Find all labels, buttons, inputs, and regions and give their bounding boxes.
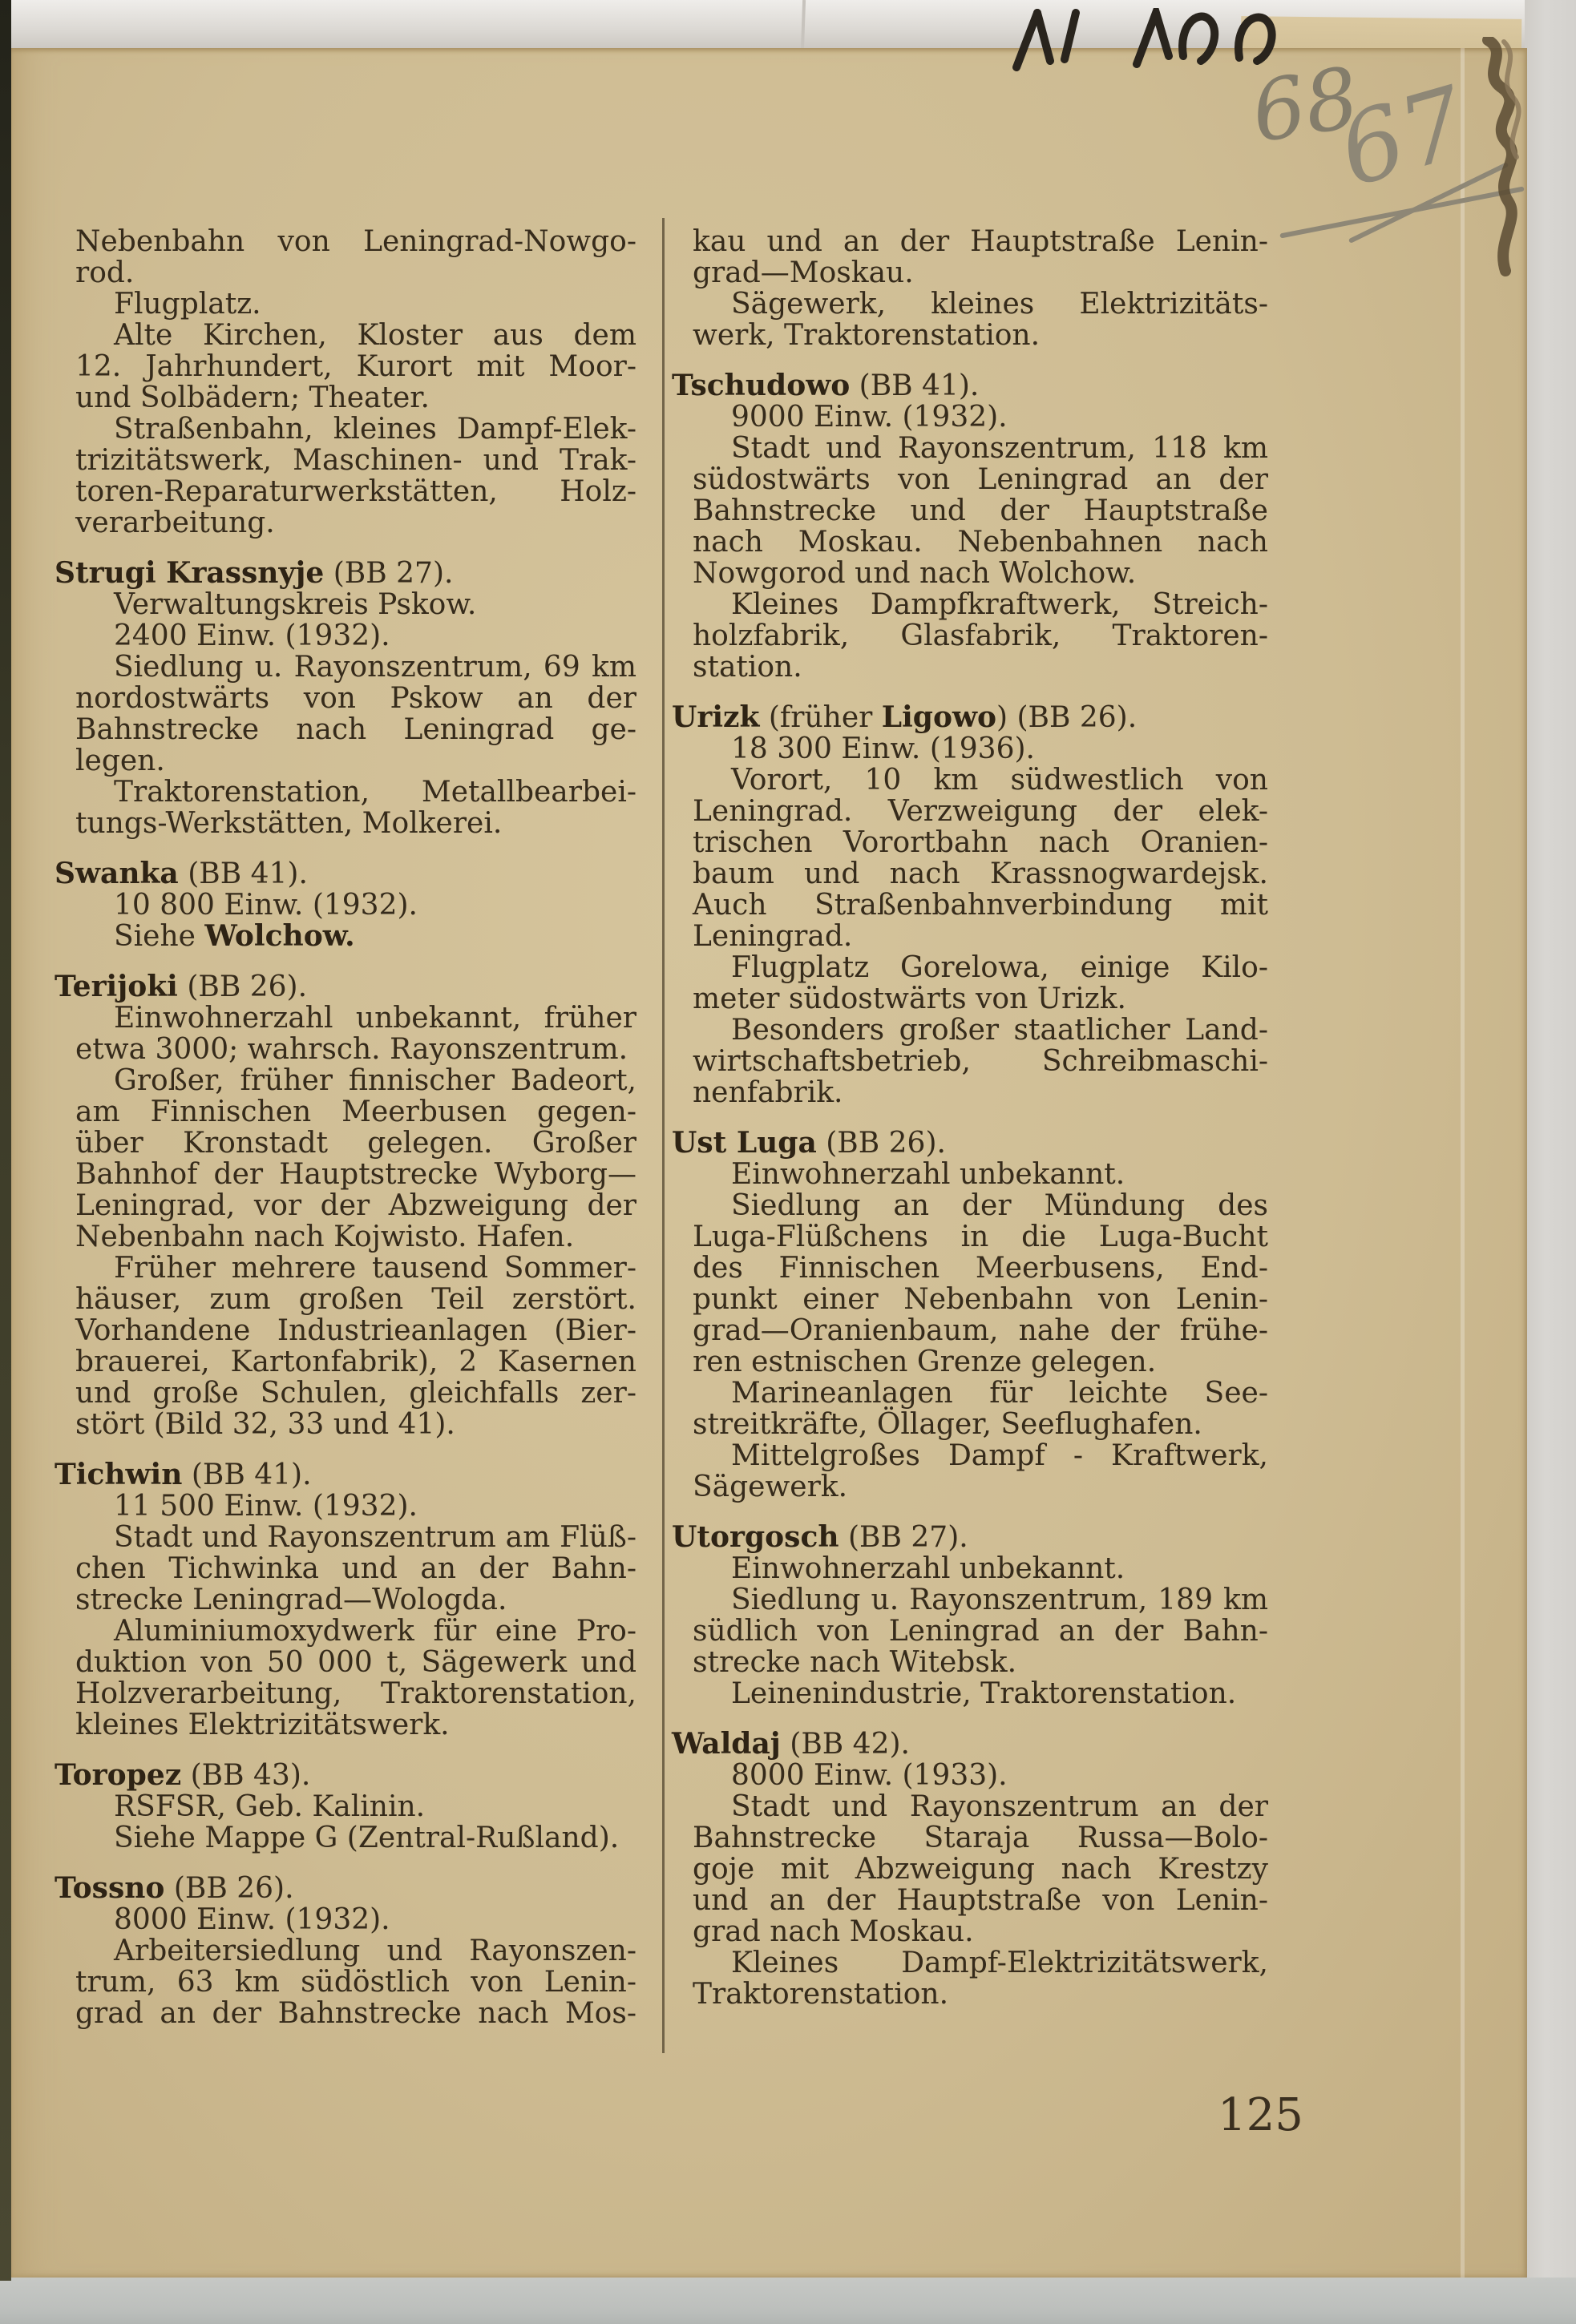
text: chen Tichwinka und an der Bahn-	[75, 1552, 636, 1585]
paragraph	[75, 414, 636, 539]
text-line	[693, 288, 1268, 320]
entry-header	[672, 1727, 1268, 1761]
text-line	[693, 1253, 1268, 1284]
text-line	[693, 320, 1268, 351]
text: strecke nach Witebsk.	[693, 1646, 1017, 1679]
text-line	[75, 1491, 636, 1522]
text: Einwohnerzahl unbekannt.	[731, 1158, 1125, 1191]
text: legen.	[75, 744, 165, 777]
text-line	[75, 1409, 636, 1440]
text-line	[693, 401, 1268, 433]
text-line	[693, 1647, 1268, 1678]
entry-header	[55, 1871, 636, 1905]
paragraph	[693, 1760, 1268, 1791]
text: (BB 41).	[178, 857, 308, 890]
text: Nebenbahn nach Kojwisto. Hafen.	[75, 1221, 575, 1253]
scan-background-bottom	[0, 2278, 1576, 2324]
paragraph	[693, 401, 1268, 433]
text: Straßenbahn, kleines Dampf-Elek-	[114, 413, 636, 446]
paragraph	[693, 952, 1268, 1015]
bold-text: Toropez	[55, 1758, 182, 1792]
scan-background-right	[1525, 0, 1576, 2324]
text-line	[75, 414, 636, 445]
text-line	[75, 1678, 636, 1709]
paragraph	[75, 890, 636, 921]
text: (früher	[759, 701, 882, 734]
text-line	[693, 464, 1268, 495]
text: und Solbädern; Theater.	[75, 381, 430, 414]
text-line	[75, 1904, 636, 1935]
text: nach Moskau. Nebenbahnen nach	[693, 526, 1268, 559]
bold-text: Swanka	[55, 857, 179, 890]
text-line	[693, 1791, 1268, 1822]
paragraph	[693, 1791, 1268, 1947]
text: Bahnhof der Hauptstrecke Wyborg—	[75, 1158, 636, 1191]
text: rod.	[75, 256, 135, 289]
text-line	[75, 808, 636, 839]
text-line	[693, 257, 1268, 288]
text-line	[75, 1967, 636, 1998]
text: Flugplatz.	[114, 288, 261, 321]
paragraph	[75, 1003, 636, 1065]
text-line	[75, 921, 636, 952]
text-line	[75, 1935, 636, 1967]
text: häuser, zum großen Teil zerstört.	[75, 1283, 636, 1316]
text-line	[672, 370, 1268, 401]
text-line	[75, 1253, 636, 1284]
text: Traktorenstation, Metallbearbei-	[114, 776, 636, 809]
text: 8000 Einw. (1932).	[114, 1903, 390, 1936]
text-line	[693, 827, 1268, 858]
text: über Kronstadt gelegen. Großer	[75, 1127, 636, 1160]
text: Leningrad, vor der Abzweigung der	[75, 1189, 636, 1222]
text: Großer, früher finnischer Badeort,	[114, 1064, 636, 1097]
text-line	[75, 1065, 636, 1096]
page-number: 125	[1218, 2089, 1303, 2141]
text: 11 500 Einw. (1932).	[114, 1490, 418, 1523]
text: RSFSR, Geb. Kalinin.	[114, 1790, 426, 1823]
text-line	[693, 1760, 1268, 1791]
text-line	[75, 1128, 636, 1159]
text-line	[693, 765, 1268, 796]
paragraph	[75, 589, 636, 620]
text: Luga-Flüßchens in die Luga-Bucht	[693, 1221, 1268, 1253]
text: Verwaltungskreis Pskow.	[114, 588, 477, 621]
paragraph	[75, 226, 636, 288]
text-line	[693, 921, 1268, 952]
text: Mittelgroßes Dampf - Kraftwerk,	[731, 1439, 1268, 1472]
text: station.	[693, 651, 802, 684]
text: Einwohnerzahl unbekannt, früher	[114, 1002, 636, 1035]
text: 12. Jahrhundert, Kurort mit Moor-	[75, 350, 636, 383]
text-line	[693, 1409, 1268, 1440]
text-line	[672, 702, 1268, 733]
text-line	[693, 1190, 1268, 1221]
text-line	[693, 1378, 1268, 1409]
text-line	[75, 476, 636, 507]
paragraph	[75, 1491, 636, 1522]
text-line	[55, 1873, 636, 1904]
text: kau und an der Hauptstraße Lenin-	[693, 225, 1268, 258]
paragraph	[75, 1904, 636, 1935]
text-line	[55, 858, 636, 890]
text-line	[75, 1553, 636, 1584]
text: (BB 27).	[324, 557, 454, 590]
entry-header	[672, 369, 1268, 402]
text: (BB 43).	[181, 1759, 311, 1792]
text: trum, 63 km südöstlich von Lenin-	[75, 1966, 636, 1999]
paragraph	[693, 1159, 1268, 1190]
bold-text: Utorgosch	[672, 1520, 839, 1554]
text-line	[75, 1034, 636, 1065]
paragraph	[75, 1616, 636, 1741]
text: tungs-Werkstätten, Molkerei.	[75, 807, 503, 840]
entry-header	[55, 556, 636, 590]
text: duktion von 50 000 t, Sägewerk und	[75, 1646, 636, 1679]
text: Vorort, 10 km südwestlich von	[731, 764, 1268, 797]
pencil-annotation-crossed-out: 67	[1327, 65, 1478, 209]
text: Leinenindustrie, Traktorenstation.	[731, 1677, 1237, 1710]
text-line	[693, 495, 1268, 527]
text: (BB 27).	[839, 1521, 968, 1554]
paragraph	[693, 765, 1268, 952]
text-line	[693, 1979, 1268, 2010]
text: ) (BB 26).	[996, 701, 1138, 734]
bold-text: Wolchow.	[204, 919, 355, 953]
paragraph	[693, 433, 1268, 589]
paragraph	[75, 1791, 636, 1822]
entry-header	[55, 1458, 636, 1491]
paragraph	[693, 226, 1268, 288]
paragraph	[693, 589, 1268, 683]
text: des Finnischen Meerbusens, End-	[693, 1252, 1268, 1285]
text: Bahnstrecke Staraja Russa—Bolo-	[693, 1822, 1268, 1854]
text-line	[693, 1822, 1268, 1854]
text-line	[75, 257, 636, 288]
text: etwa 3000; wahrsch. Rayonszentrum.	[75, 1033, 628, 1066]
text: goje mit Abzweigung nach Krestzy	[693, 1853, 1268, 1886]
paragraph	[693, 1378, 1268, 1440]
entry-header	[672, 1126, 1268, 1160]
text: Arbeitersiedlung und Rayonszen-	[114, 1935, 636, 1967]
paragraph	[75, 1822, 636, 1854]
text-line	[693, 589, 1268, 620]
text-line	[693, 1553, 1268, 1584]
text: kleines Elektrizitätswerk.	[75, 1709, 450, 1741]
paragraph	[693, 1190, 1268, 1378]
text: Nebenbahn von Leningrad-Nowgo-	[75, 225, 636, 258]
text: toren-Reparaturwerkstätten, Holz-	[75, 475, 636, 508]
text-line	[693, 226, 1268, 257]
paragraph	[693, 733, 1268, 765]
text-line	[693, 1854, 1268, 1885]
bold-text: Tschudowo	[672, 369, 851, 402]
text-line	[75, 652, 636, 683]
entry-header	[55, 1758, 636, 1792]
bold-text: Ust Luga	[672, 1126, 817, 1160]
text-line	[75, 1096, 636, 1128]
text: (BB 26).	[177, 970, 308, 1003]
text: Früher mehrere tausend Sommer-	[114, 1252, 636, 1285]
text-line	[693, 1885, 1268, 1916]
text-line	[693, 890, 1268, 921]
text-line	[693, 1440, 1268, 1471]
text-line	[693, 952, 1268, 983]
text-line	[693, 558, 1268, 589]
text-line	[693, 652, 1268, 683]
text-line	[75, 1221, 636, 1253]
bold-text: Terijoki	[55, 970, 178, 1003]
right-text-column	[672, 225, 1268, 2011]
text-line	[75, 1003, 636, 1034]
text-line	[75, 1647, 636, 1678]
text: grad—Oranienbaum, nahe der frühe-	[693, 1314, 1268, 1347]
text: 2400 Einw. (1932).	[114, 619, 390, 652]
text: baum und nach Krassnogwardejsk.	[693, 857, 1268, 890]
text-line	[75, 445, 636, 476]
text: Aluminiumoxydwerk für eine Pro-	[114, 1615, 636, 1648]
text-line	[693, 983, 1268, 1015]
text: grad an der Bahnstrecke nach Mos-	[75, 1997, 636, 2030]
paragraph	[693, 288, 1268, 351]
text: Marineanlagen für leichte See-	[731, 1377, 1268, 1410]
text-line	[55, 971, 636, 1003]
text: und große Schulen, gleichfalls zer-	[75, 1377, 636, 1410]
text-line	[75, 382, 636, 414]
entry-header	[672, 700, 1268, 734]
paragraph	[693, 1678, 1268, 1709]
text-line	[693, 620, 1268, 652]
text-line	[75, 620, 636, 652]
text-line	[75, 1190, 636, 1221]
text: und an der Hauptstraße von Lenin-	[693, 1884, 1268, 1917]
text-line	[693, 1077, 1268, 1108]
text: Siedlung an der Mündung des	[731, 1189, 1268, 1222]
text-line	[672, 1522, 1268, 1553]
text: Bahnstrecke nach Leningrad ge-	[75, 713, 636, 746]
text-line	[693, 1678, 1268, 1709]
text-line	[693, 1616, 1268, 1647]
text-line	[672, 1128, 1268, 1159]
bold-text: Urizk	[672, 700, 760, 734]
torn-page-edge	[1464, 37, 1540, 277]
text-line	[693, 527, 1268, 558]
paragraph	[693, 1947, 1268, 2010]
bold-text: Waldaj	[672, 1727, 781, 1761]
paragraph	[75, 320, 636, 414]
bold-text: Tichwin	[55, 1458, 183, 1491]
text: 9000 Einw. (1932).	[731, 401, 1008, 434]
text-line	[75, 1346, 636, 1378]
paragraph	[693, 1015, 1268, 1108]
text-line	[75, 1284, 636, 1315]
text: Siedlung u. Rayonszentrum, 189 km	[731, 1584, 1268, 1616]
paragraph	[75, 620, 636, 652]
pencil-annotation-current: 68	[1245, 48, 1366, 162]
text-line	[693, 1916, 1268, 1947]
text: (BB 42).	[780, 1728, 910, 1761]
paragraph	[75, 1065, 636, 1253]
text: 8000 Einw. (1933).	[731, 1759, 1008, 1792]
paragraph	[75, 921, 636, 952]
text: Siehe	[114, 920, 205, 953]
text-line	[55, 558, 636, 589]
text: meter südostwärts von Urizk.	[693, 982, 1126, 1015]
text-line	[693, 1346, 1268, 1378]
text-line	[693, 1221, 1268, 1253]
text: wirtschaftsbetrieb, Schreibmaschi-	[693, 1045, 1268, 1078]
text: Traktorenstation.	[693, 1978, 949, 2011]
text-line	[75, 226, 636, 257]
text: Alte Kirchen, Kloster aus dem	[114, 319, 636, 352]
text: Auch Straßenbahnverbindung mit	[693, 889, 1268, 922]
book-page	[11, 48, 1527, 2278]
entry-header	[672, 1520, 1268, 1554]
text: verarbeitung.	[75, 506, 275, 539]
paragraph	[75, 652, 636, 777]
text: trischen Vorortbahn nach Oranien-	[693, 826, 1268, 859]
entry-header	[55, 857, 636, 890]
text-line	[693, 1315, 1268, 1346]
text: (BB 26).	[164, 1872, 294, 1905]
paragraph	[75, 1253, 636, 1440]
text-line	[75, 288, 636, 320]
text: brauerei, Kartonfabrik), 2 Kasernen	[75, 1346, 636, 1378]
text: werk, Traktorenstation.	[693, 319, 1041, 352]
text: Bahnstrecke und der Hauptstraße	[693, 494, 1268, 527]
text: strecke Leningrad—Wologda.	[75, 1584, 507, 1616]
text-line	[75, 777, 636, 808]
text-line	[693, 1046, 1268, 1077]
text-line	[75, 589, 636, 620]
text: grad nach Moskau.	[693, 1915, 974, 1948]
paragraph	[75, 1935, 636, 2029]
column-divider-rule	[662, 218, 665, 2053]
text: Kleines Dampf-Elektrizitätswerk,	[731, 1947, 1268, 1979]
text-line	[693, 1015, 1268, 1046]
text: am Finnischen Meerbusen gegen-	[75, 1095, 636, 1128]
text: streitkräfte, Öllager, Seeflughafen.	[693, 1408, 1202, 1441]
text-line	[693, 433, 1268, 464]
bold-text: Ligowo	[881, 700, 996, 734]
text: trizitätswerk, Maschinen- und Trak-	[75, 444, 636, 477]
text-line	[75, 1522, 636, 1553]
text-line	[693, 1471, 1268, 1503]
text-line	[693, 1284, 1268, 1315]
text-line	[75, 1378, 636, 1409]
paragraph	[75, 777, 636, 839]
text: grad—Moskau.	[693, 256, 914, 289]
text: Siehe Mappe G (Zentral-Rußland).	[114, 1822, 620, 1854]
text: Stadt und Rayonszentrum, 118 km	[731, 432, 1268, 465]
text: nordostwärts von Pskow an der	[75, 682, 636, 715]
text: Flugplatz Gorelowa, einige Kilo-	[731, 951, 1268, 984]
text: (BB 41).	[850, 369, 980, 402]
text: 10 800 Einw. (1932).	[114, 889, 418, 922]
text: Nowgorod und nach Wolchow.	[693, 557, 1137, 590]
text: Leningrad. Verzweigung der elek-	[693, 795, 1268, 828]
text-line	[693, 1947, 1268, 1979]
text: Einwohnerzahl unbekannt.	[731, 1552, 1125, 1585]
paragraph	[75, 288, 636, 320]
paragraph	[75, 1522, 636, 1616]
entry-header	[55, 970, 636, 1003]
text: punkt einer Nebenbahn von Lenin-	[693, 1283, 1268, 1316]
text-line	[693, 858, 1268, 890]
text-line	[75, 683, 636, 714]
text: Leningrad.	[693, 920, 853, 953]
text: Stadt und Rayonszentrum am Flüß-	[114, 1521, 636, 1554]
left-text-column	[55, 225, 636, 2030]
text-line	[75, 1315, 636, 1346]
text: (BB 26).	[816, 1127, 946, 1160]
text-line	[672, 1729, 1268, 1760]
text-line	[693, 1159, 1268, 1190]
text: Sägewerk, kleines Elektrizitäts-	[731, 288, 1268, 321]
text-line	[75, 1998, 636, 2029]
text: Siedlung u. Rayonszentrum, 69 km	[114, 651, 636, 684]
text-line	[75, 1616, 636, 1647]
text: stört (Bild 32, 33 und 41).	[75, 1408, 455, 1441]
text: Holzverarbeitung, Traktorenstation,	[75, 1677, 636, 1710]
text-line	[75, 507, 636, 539]
text-line	[55, 1760, 636, 1791]
text: 18 300 Einw. (1936).	[731, 732, 1035, 765]
text-line	[75, 890, 636, 921]
bold-text: Tossno	[55, 1871, 165, 1905]
text-line	[75, 1709, 636, 1741]
text-line	[75, 1584, 636, 1616]
page-crease	[1461, 48, 1465, 2278]
text-line	[75, 1159, 636, 1190]
handwriting-ink-scribble-icon	[1002, 8, 1307, 74]
text: (BB 41).	[182, 1459, 312, 1491]
text-line	[693, 796, 1268, 827]
text: südlich von Leningrad an der Bahn-	[693, 1615, 1268, 1648]
text-line	[693, 1584, 1268, 1616]
paragraph	[693, 1440, 1268, 1503]
text: nenfabrik.	[693, 1076, 843, 1109]
text: Besonders großer staatlicher Land-	[731, 1014, 1268, 1047]
text: Kleines Dampfkraftwerk, Streich-	[731, 588, 1268, 621]
text: holzfabrik, Glasfabrik, Traktoren-	[693, 619, 1268, 652]
text: Vorhandene Industrieanlagen (Bier-	[75, 1314, 636, 1347]
text-line	[75, 714, 636, 745]
text-line	[75, 1822, 636, 1854]
text: Sägewerk.	[693, 1471, 848, 1503]
scan-gutter-edge	[0, 0, 11, 2281]
text-line	[75, 320, 636, 351]
text-line	[75, 1791, 636, 1822]
paragraph	[693, 1553, 1268, 1584]
text-line	[75, 745, 636, 777]
text: südostwärts von Leningrad an der	[693, 463, 1268, 496]
text: Stadt und Rayonszentrum an der	[731, 1790, 1268, 1823]
paragraph	[693, 1584, 1268, 1678]
bold-text: Strugi Krassnyje	[55, 556, 325, 590]
text-line	[693, 733, 1268, 765]
text-line	[55, 1459, 636, 1491]
text-line	[75, 351, 636, 382]
text: ren estnischen Grenze gelegen.	[693, 1346, 1157, 1378]
